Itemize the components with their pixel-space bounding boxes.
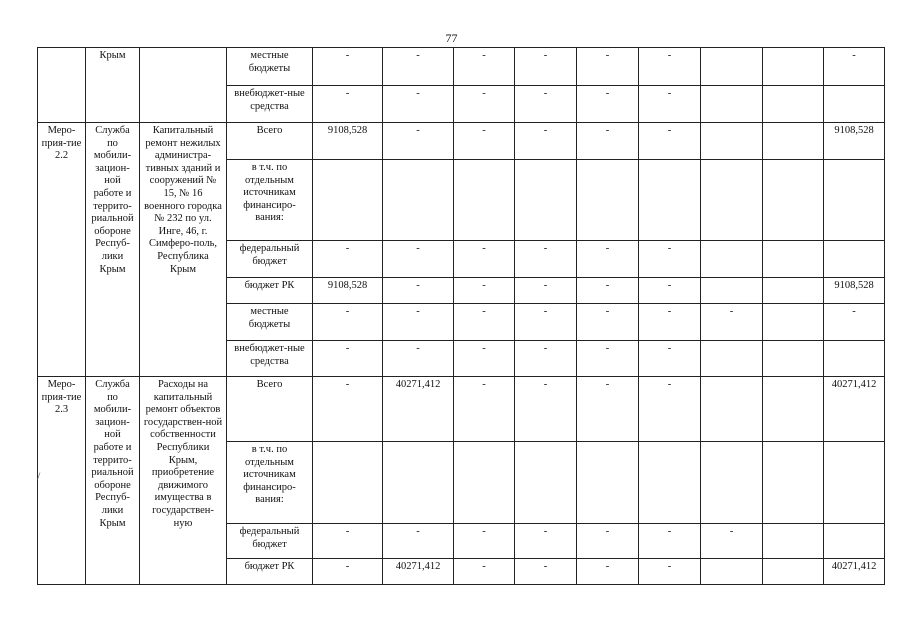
value-cell: -: [383, 123, 454, 160]
value-cell: [701, 48, 763, 86]
value-cell: -: [454, 241, 515, 278]
object-cell: [140, 48, 227, 123]
value-cell: [763, 559, 824, 585]
value-cell: -: [515, 48, 577, 86]
value-cell: -: [515, 278, 577, 304]
funding-source-cell: местные бюджеты: [227, 48, 313, 86]
value-cell: [763, 123, 824, 160]
event-cell: Меро-прия-тие 2.3: [38, 377, 86, 585]
value-cell: 40271,412: [824, 377, 885, 442]
page-number: 77: [445, 31, 458, 45]
value-cell: [515, 160, 577, 241]
value-cell: -: [577, 341, 639, 377]
value-cell: 40271,412: [383, 559, 454, 585]
value-cell: -: [515, 86, 577, 123]
value-cell: -: [577, 278, 639, 304]
event-cell: [38, 48, 86, 123]
value-cell: [577, 160, 639, 241]
value-cell: -: [313, 559, 383, 585]
value-cell: -: [313, 241, 383, 278]
value-cell: [454, 160, 515, 241]
funding-source-cell: бюджет РК: [227, 278, 313, 304]
value-cell: -: [639, 278, 701, 304]
value-cell: [824, 241, 885, 278]
value-cell: -: [383, 304, 454, 341]
value-cell: [701, 442, 763, 524]
funding-source-cell: федеральный бюджет: [227, 241, 313, 278]
funding-source-cell: бюджет РК: [227, 559, 313, 585]
value-cell: -: [383, 278, 454, 304]
value-cell: [515, 442, 577, 524]
value-cell: -: [639, 241, 701, 278]
value-cell: [701, 278, 763, 304]
value-cell: 9108,528: [313, 123, 383, 160]
value-cell: [701, 123, 763, 160]
value-cell: -: [383, 86, 454, 123]
value-cell: [763, 160, 824, 241]
value-cell: -: [639, 304, 701, 341]
value-cell: [701, 86, 763, 123]
value-cell: [824, 160, 885, 241]
funding-source-cell: в т.ч. по отдельным источникам финансиро-вания:: [227, 160, 313, 241]
value-cell: [701, 160, 763, 241]
value-cell: -: [577, 304, 639, 341]
value-cell: -: [515, 341, 577, 377]
value-cell: -: [515, 377, 577, 442]
value-cell: 9108,528: [824, 278, 885, 304]
value-cell: 40271,412: [383, 377, 454, 442]
value-cell: [763, 48, 824, 86]
value-cell: [763, 524, 824, 559]
event-cell: Меро-прия-тие 2.2: [38, 123, 86, 377]
value-cell: -: [577, 241, 639, 278]
value-cell: -: [383, 524, 454, 559]
funding-source-cell: Всего: [227, 377, 313, 442]
value-cell: [701, 341, 763, 377]
value-cell: -: [824, 304, 885, 341]
value-cell: [824, 86, 885, 123]
executor-cell: Служба по мобили-зацион-ной работе и террито-риальной обороне Респуб-лики Крым: [86, 377, 140, 585]
value-cell: -: [577, 559, 639, 585]
value-cell: -: [639, 377, 701, 442]
value-cell: [639, 160, 701, 241]
value-cell: -: [454, 524, 515, 559]
value-cell: -: [313, 377, 383, 442]
value-cell: [313, 442, 383, 524]
table-row: [38, 123, 885, 160]
value-cell: [763, 241, 824, 278]
value-cell: 9108,528: [824, 123, 885, 160]
value-cell: -: [639, 48, 701, 86]
value-cell: [824, 341, 885, 377]
value-cell: -: [639, 123, 701, 160]
value-cell: [701, 241, 763, 278]
value-cell: -: [577, 48, 639, 86]
table-row: [38, 377, 885, 442]
value-cell: [454, 442, 515, 524]
funding-source-cell: внебюджет-ные средства: [227, 341, 313, 377]
value-cell: [639, 442, 701, 524]
value-cell: -: [313, 524, 383, 559]
object-cell: Расходы на капитальный ремонт объектов государствен-ной собственности Республики Крым, приобретение движимого имущества в государствен-ную: [140, 377, 227, 585]
value-cell: 40271,412: [824, 559, 885, 585]
value-cell: -: [313, 48, 383, 86]
value-cell: 9108,528: [313, 278, 383, 304]
value-cell: -: [701, 524, 763, 559]
value-cell: [763, 442, 824, 524]
value-cell: -: [454, 559, 515, 585]
value-cell: -: [454, 278, 515, 304]
value-cell: [577, 442, 639, 524]
value-cell: -: [639, 341, 701, 377]
funding-source-cell: внебюджет-ные средства: [227, 86, 313, 123]
value-cell: [824, 524, 885, 559]
executor-cell: Крым: [86, 48, 140, 123]
value-cell: -: [577, 86, 639, 123]
value-cell: -: [454, 86, 515, 123]
value-cell: [763, 341, 824, 377]
value-cell: [763, 304, 824, 341]
funding-source-cell: местные бюджеты: [227, 304, 313, 341]
value-cell: -: [313, 341, 383, 377]
value-cell: -: [313, 304, 383, 341]
value-cell: -: [454, 341, 515, 377]
funding-source-cell: Всего: [227, 123, 313, 160]
value-cell: -: [577, 123, 639, 160]
table-row: [38, 48, 885, 86]
executor-cell: Служба по мобили-зацион-ной работе и террито-риальной обороне Респуб-лики Крым: [86, 123, 140, 377]
value-cell: -: [515, 304, 577, 341]
margin-mark: /: [37, 469, 41, 483]
value-cell: [701, 559, 763, 585]
value-cell: -: [454, 123, 515, 160]
value-cell: -: [383, 48, 454, 86]
value-cell: [824, 442, 885, 524]
value-cell: -: [824, 48, 885, 86]
value-cell: -: [577, 377, 639, 442]
value-cell: -: [515, 241, 577, 278]
object-cell: Капитальный ремонт нежилых администра-тивных зданий и сооружений № 15, № 16 военного городка № 232 по ул. Инге, 46, г. Симферо-поль, Республика Крым: [140, 123, 227, 377]
value-cell: -: [383, 341, 454, 377]
value-cell: -: [639, 524, 701, 559]
value-cell: [763, 377, 824, 442]
value-cell: [383, 160, 454, 241]
funding-source-cell: федеральный бюджет: [227, 524, 313, 559]
value-cell: -: [313, 86, 383, 123]
value-cell: [701, 377, 763, 442]
value-cell: -: [454, 304, 515, 341]
funding-source-cell: в т.ч. по отдельным источникам финансиро-вания:: [227, 442, 313, 524]
value-cell: -: [515, 559, 577, 585]
value-cell: -: [383, 241, 454, 278]
value-cell: -: [577, 524, 639, 559]
value-cell: -: [515, 123, 577, 160]
value-cell: -: [454, 48, 515, 86]
value-cell: -: [639, 559, 701, 585]
budget-table: [37, 47, 885, 585]
value-cell: [763, 278, 824, 304]
value-cell: -: [515, 524, 577, 559]
value-cell: -: [639, 86, 701, 123]
value-cell: [383, 442, 454, 524]
value-cell: [313, 160, 383, 241]
value-cell: [763, 86, 824, 123]
value-cell: -: [454, 377, 515, 442]
value-cell: -: [701, 304, 763, 341]
